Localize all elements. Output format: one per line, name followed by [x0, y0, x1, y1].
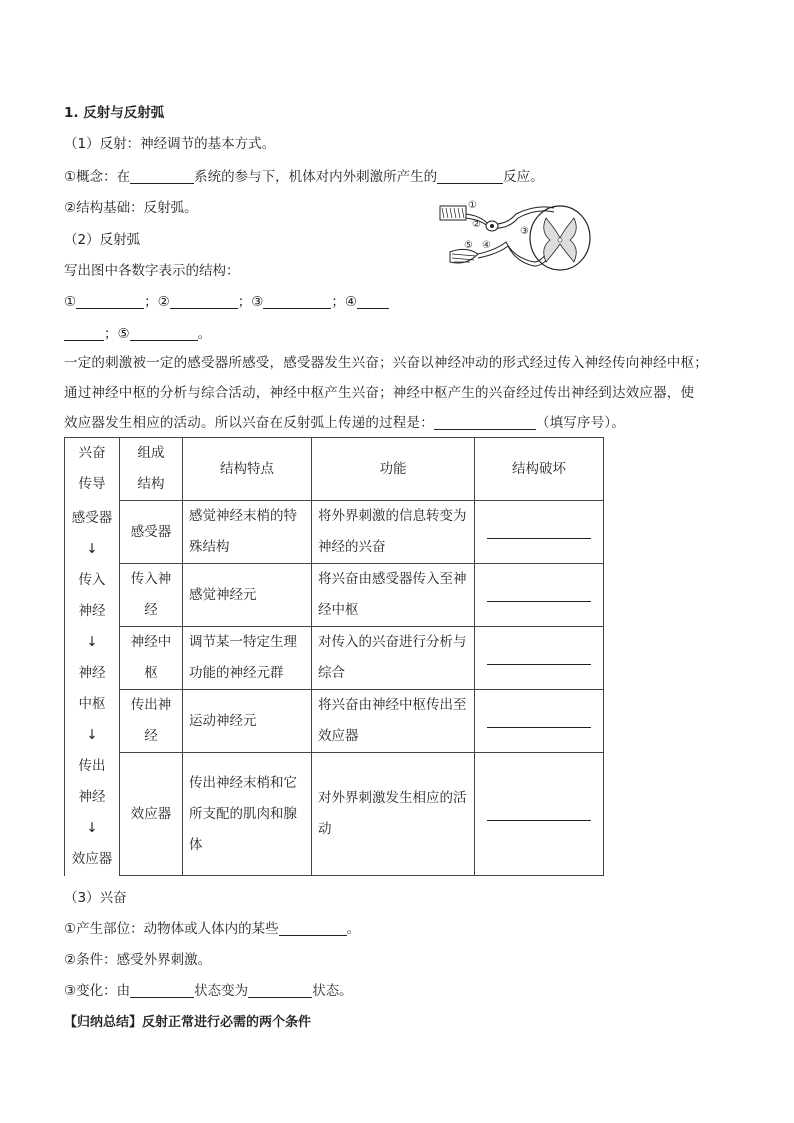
- label-1: ①: [64, 294, 77, 310]
- function-cell: 将兴奋由感受器传入至神经中枢: [312, 564, 475, 627]
- header-excitation: [65, 438, 120, 501]
- flow-arrow: ↓: [86, 820, 98, 836]
- component-cell: 感受器: [120, 501, 183, 564]
- table-row: [65, 627, 604, 690]
- function-cell: 对外界刺激发生相应的活动: [312, 753, 475, 876]
- flow-item: 感受器: [71, 510, 113, 526]
- instruction: 写出图中各数字表示的结构：: [64, 263, 240, 279]
- flow-item: 传入: [78, 572, 106, 588]
- para-line-3: [64, 408, 730, 438]
- header-function: 功能: [312, 438, 475, 501]
- table-row: [65, 753, 604, 876]
- change-text-b: 状态变为: [194, 983, 249, 999]
- flow-item: 效应器: [71, 851, 113, 867]
- figure-label-5: ⑤: [464, 240, 473, 251]
- flow-item: 神经: [78, 789, 106, 805]
- structure-basis: ②结构基础：反射弧。: [64, 200, 198, 216]
- component-cell: 神经中枢: [120, 627, 183, 690]
- flow-item: 传出: [78, 758, 106, 774]
- feature-cell: 感觉神经元: [183, 564, 312, 627]
- header-text: 结构: [137, 476, 165, 492]
- para-line-3-text: 效应器发生相应的活动。所以兴奋在反射弧上传递的过程是：: [64, 415, 434, 431]
- figure-label-4: ④: [482, 240, 491, 251]
- feature-cell: 感觉神经末梢的特殊结构: [183, 501, 312, 564]
- flow-arrow: ↓: [86, 541, 98, 557]
- blank-field[interactable]: [437, 169, 503, 184]
- period: 。: [197, 326, 212, 342]
- blank-field[interactable]: [130, 983, 194, 998]
- origin-text: ①产生部位：动物体或人体内的某些: [64, 921, 279, 937]
- blank-field[interactable]: [279, 921, 347, 936]
- blank-field[interactable]: [487, 806, 591, 821]
- explanation-paragraph: [64, 348, 730, 438]
- para-line-2: 通过神经中枢的分析与综合活动，神经中枢产生兴奋；神经中枢产生的兴奋经过传出神经到达效应器，使: [64, 385, 695, 401]
- reflex-arc-table: [64, 437, 604, 876]
- component-cell: 效应器: [120, 753, 183, 876]
- concept-line: [64, 165, 544, 185]
- blank-field[interactable]: [248, 983, 312, 998]
- table-row: [65, 564, 604, 627]
- function-cell: 将兴奋由神经中枢传出至效应器: [312, 690, 475, 753]
- blank-field[interactable]: [487, 713, 591, 728]
- blank-field[interactable]: [434, 415, 536, 430]
- blank-field[interactable]: [64, 326, 104, 341]
- section-heading: 1. 反射与反射弧: [64, 105, 165, 121]
- para-line-1: 一定的刺激被一定的感受器所感受，感受器发生兴奋；兴奋以神经冲动的形式经过传入神经传向神经中枢；: [64, 355, 708, 371]
- para-line-3-end: （填写序号）。: [535, 415, 626, 431]
- flow-item: 中枢: [78, 696, 106, 712]
- condition-line: ②条件：感受外界刺激。: [64, 952, 212, 968]
- blank-field[interactable]: [76, 294, 144, 309]
- flow-column: [65, 501, 120, 876]
- origin-end: 。: [346, 921, 361, 937]
- blank-field[interactable]: [487, 650, 591, 665]
- blank-field[interactable]: [357, 294, 389, 309]
- concept-text-a: ①概念：在: [64, 169, 131, 185]
- concept-text-b: 系统的参与下，机体对内外刺激所产生的: [194, 169, 438, 185]
- damage-cell: [475, 690, 604, 753]
- flow-arrow: ↓: [86, 634, 98, 650]
- subsection-excitation: （3）兴奋: [64, 890, 127, 906]
- damage-cell: [475, 564, 604, 627]
- header-features: 结构特点: [183, 438, 312, 501]
- blank-field[interactable]: [487, 587, 591, 602]
- figure-label-2: ②: [472, 219, 481, 230]
- header-text: 传导: [78, 476, 106, 493]
- change-text-a: ③变化：由: [64, 983, 131, 999]
- function-cell: 将外界刺激的信息转变为神经的兴奋: [312, 501, 475, 564]
- subsection-reflex-arc: （2）反射弧: [64, 232, 141, 248]
- change-text-c: 状态。: [312, 983, 353, 999]
- blank-field[interactable]: [130, 326, 198, 341]
- label-4: ；④: [331, 294, 357, 310]
- damage-cell: [475, 627, 604, 690]
- flow-item: 神经: [78, 603, 106, 619]
- function-cell: 对传入的兴奋进行分析与综合: [312, 627, 475, 690]
- feature-cell: 运动神经元: [183, 690, 312, 753]
- change-line: [64, 979, 353, 999]
- blank-field[interactable]: [130, 169, 194, 184]
- structures-line-2: [64, 322, 211, 342]
- table-row: [65, 690, 604, 753]
- table-header-row: [65, 438, 604, 501]
- feature-cell: 传出神经末梢和它所支配的肌肉和腺体: [183, 753, 312, 876]
- header-damage: 结构破坏: [475, 438, 604, 501]
- header-component: [120, 438, 183, 501]
- reflex-arc-diagram: [436, 196, 596, 278]
- reflex-definition: （1）反射：神经调节的基本方式。: [64, 136, 276, 152]
- feature-cell: 调节某一特定生理功能的神经元群: [183, 627, 312, 690]
- damage-cell: [475, 753, 604, 876]
- structures-line-1: [64, 290, 389, 310]
- reflex-arc-figure: [436, 196, 596, 282]
- blank-field[interactable]: [487, 524, 591, 539]
- label-3: ；③: [237, 294, 264, 310]
- blank-field[interactable]: [263, 294, 331, 309]
- damage-cell: [475, 501, 604, 564]
- label-5: ；⑤: [104, 326, 130, 342]
- summary-heading: 【归纳总结】反射正常进行必需的两个条件: [64, 1015, 312, 1030]
- flow-arrow: ↓: [86, 727, 98, 743]
- origin-line: [64, 917, 360, 937]
- figure-label-3: ③: [520, 226, 529, 237]
- label-2: ；②: [144, 294, 170, 310]
- header-text: 组成: [137, 445, 165, 461]
- flow-item: 神经: [78, 665, 106, 681]
- component-cell: 传入神经: [120, 564, 183, 627]
- concept-text-c: 反应。: [503, 169, 544, 185]
- table-row: [65, 501, 604, 564]
- blank-field[interactable]: [170, 294, 238, 309]
- component-cell: 传出神经: [120, 690, 183, 753]
- header-text: 兴奋: [78, 445, 106, 462]
- figure-label-1: ①: [468, 200, 477, 211]
